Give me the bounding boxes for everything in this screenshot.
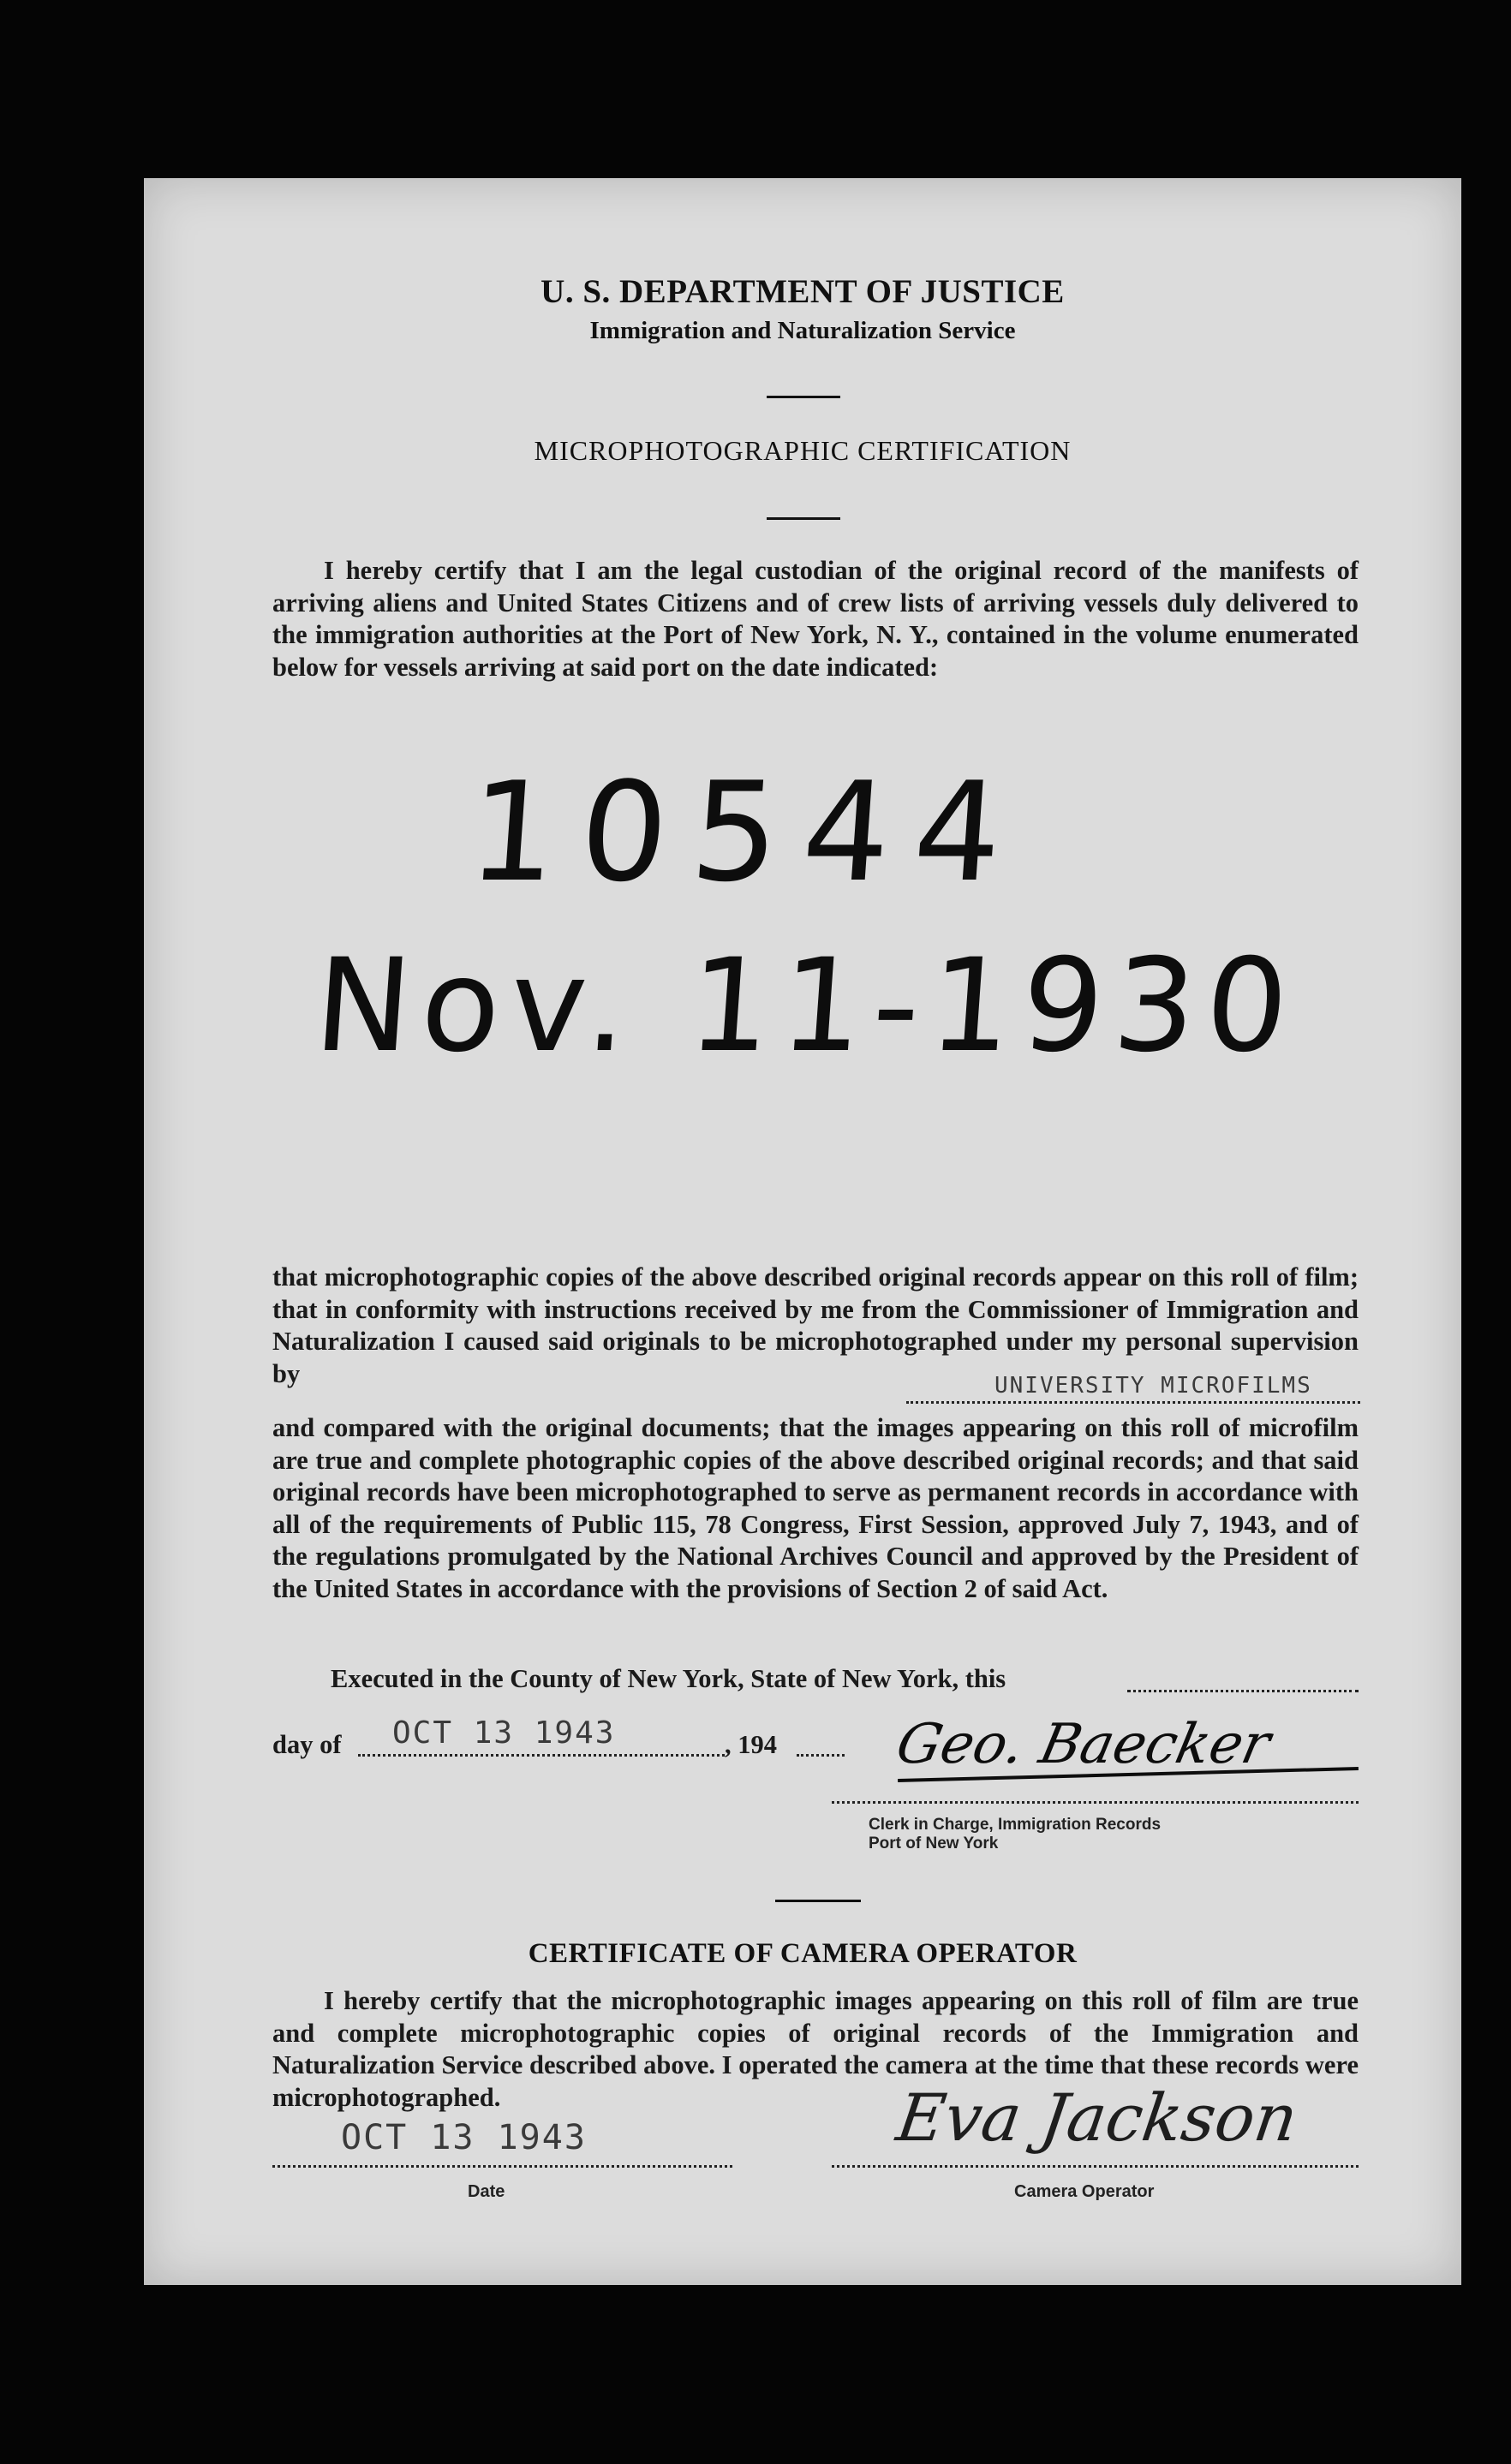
clerk-dotted-line: [832, 1801, 1359, 1804]
camera-date-stamp: OCT 13 1943: [341, 2118, 587, 2157]
certificate-document: [144, 178, 1461, 2285]
camera-certificate-heading: CERTIFICATE OF CAMERA OPERATOR: [528, 1938, 1078, 1969]
clerk-title-line1: Clerk in Charge, Immigration Records: [869, 1816, 1162, 1834]
clerk-signature: Geo. Baecker: [891, 1713, 1276, 1776]
year-prefix: , 194: [725, 1730, 777, 1759]
photographer-dotted-line: [906, 1401, 1360, 1404]
date-dotted-line: [272, 2165, 732, 2168]
operator-signature: Eva Jackson: [892, 2079, 1303, 2156]
operator-label: Camera Operator: [1014, 2182, 1155, 2201]
divider-1: [767, 396, 840, 398]
day-of-label: day of: [272, 1730, 342, 1759]
department-title: U. S. DEPARTMENT OF JUSTICE: [540, 273, 1065, 310]
service-subtitle: Immigration and Naturalization Service: [589, 317, 1016, 344]
handwritten-arrival-date: Nov. 11-1930: [309, 932, 1304, 1081]
divider-3: [775, 1900, 861, 1902]
execution-line: Executed in the County of New York, State of New York, this: [331, 1664, 1006, 1693]
execution-date-stamp: OCT 13 1943: [392, 1715, 616, 1751]
date-label: Date: [468, 2182, 505, 2201]
photographer-stamp: UNIVERSITY MICROFILMS: [994, 1373, 1312, 1399]
form-title: MICROPHOTOGRAPHIC CERTIFICATION: [534, 435, 1072, 466]
handwritten-volume-number: 10544: [463, 752, 1031, 912]
divider-2: [767, 517, 840, 520]
body-paragraph-part2: and compared with the original documents; that the images appearing on this roll of microfilm are true and complete photographic copies of the above described original records; and that said original records have been microphotographed to serve as permanent records in accordance with all of the requirements of Public 115, 78 Congress, First Session, approved July 7, 1943, and of the regulations promulgated by the National Archives Council and approved by the President of the United States in accordance with the provisions of Section 2 of said Act.: [272, 1413, 1359, 1603]
clerk-title: [869, 1816, 1161, 1853]
body-paragraph-part1: that microphotographic copies of the above described original records appear on this roll of film; that in conformity with instructions received by me from the Commissioner of Immigration and Naturalization I caused said originals to be microphotographed under my personal supervision by: [272, 1262, 1359, 1388]
day-of-dotted-line: [358, 1754, 725, 1757]
camera-certificate-text: I hereby certify that the microphotographic images appearing on this roll of film are true and complete microphotographic copies of original records of the Immigration and Naturalization Service described above. I operated the camera at the time that these records were microphotographed.: [272, 1986, 1359, 2112]
execution-dotted-line: [1127, 1690, 1359, 1692]
operator-dotted-line: [832, 2165, 1359, 2168]
clerk-title-line2: Port of New York: [869, 1835, 999, 1852]
year-dotted-line: [797, 1754, 845, 1757]
intro-paragraph: I hereby certify that I am the legal custodian of the original record of the manifests of arriving aliens and United States Citizens and of crew lists of arriving vessels duly delivered to the immigration authorities at the Port of New York, N. Y., contained in the volume enumerated below for vessels arriving at said port on the date indicated:: [272, 556, 1359, 682]
